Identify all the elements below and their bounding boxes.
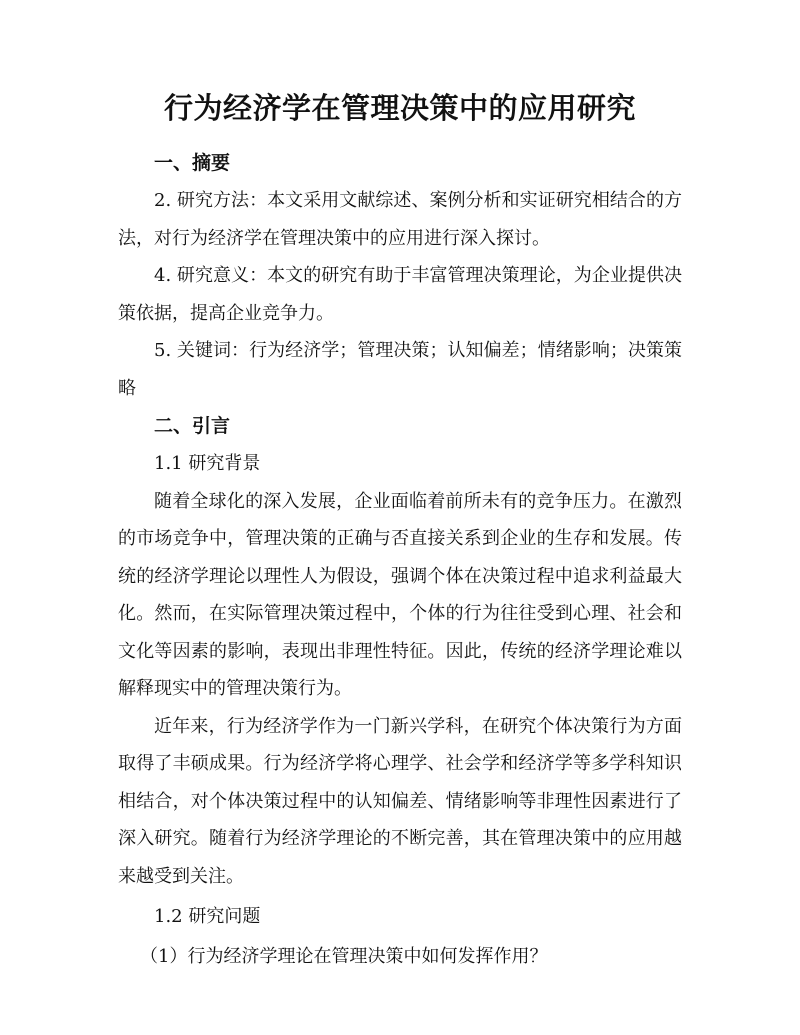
intro-heading: 二、引言 <box>154 415 231 437</box>
abstract-item-significance: 4. 研究意义：本文的研究有助于丰富管理决策理论，为企业提供决策依据，提高企业竞争力。 <box>118 265 682 324</box>
document-title: 行为经济学在管理决策中的应用研究 <box>163 91 636 125</box>
abstract-item-keywords: 5. 关键词：行为经济学；管理决策；认知偏差；情绪影响；决策策略 <box>118 340 682 399</box>
background-paragraph: 随着全球化的深入发展，企业面临着前所未有的竞争压力。在激烈的市场竞争中，管理决策的正确与否直接关系到企业的生存和发展。传统的经济学理论以理性人为假设，强调个体在决策过程中追求利益最大化。然而，在实际管理决策过程中，个体的行为往往受到心理、社会和文化等因素的影响，表现出非理性特征。因此，传统的经济学理论难以解释现实中的管理决策行为。 <box>118 490 682 699</box>
background-heading: 1.1 研究背景 <box>154 453 261 474</box>
abstract-item-methods: 2. 研究方法：本文采用文献综述、案例分析和实证研究相结合的方法，对行为经济学在管理决策中的应用进行深入探讨。 <box>118 190 682 249</box>
research-questions-heading: 1.2 研究问题 <box>154 906 261 927</box>
background-paragraph: 近年来，行为经济学作为一门新兴学科，在研究个体决策行为方面取得了丰硕成果。行为经济学将心理学、社会学和经济学等多学科知识相结合，对个体决策过程中的认知偏差、情绪影响等非理性因素进行了深入研究。随着行为经济学理论的不断完善，其在管理决策中的应用越来越受到关注。 <box>118 715 682 887</box>
research-question-item: （1）行为经济学理论在管理决策中如何发挥作用？ <box>140 945 548 967</box>
abstract-heading: 一、摘要 <box>154 152 231 174</box>
